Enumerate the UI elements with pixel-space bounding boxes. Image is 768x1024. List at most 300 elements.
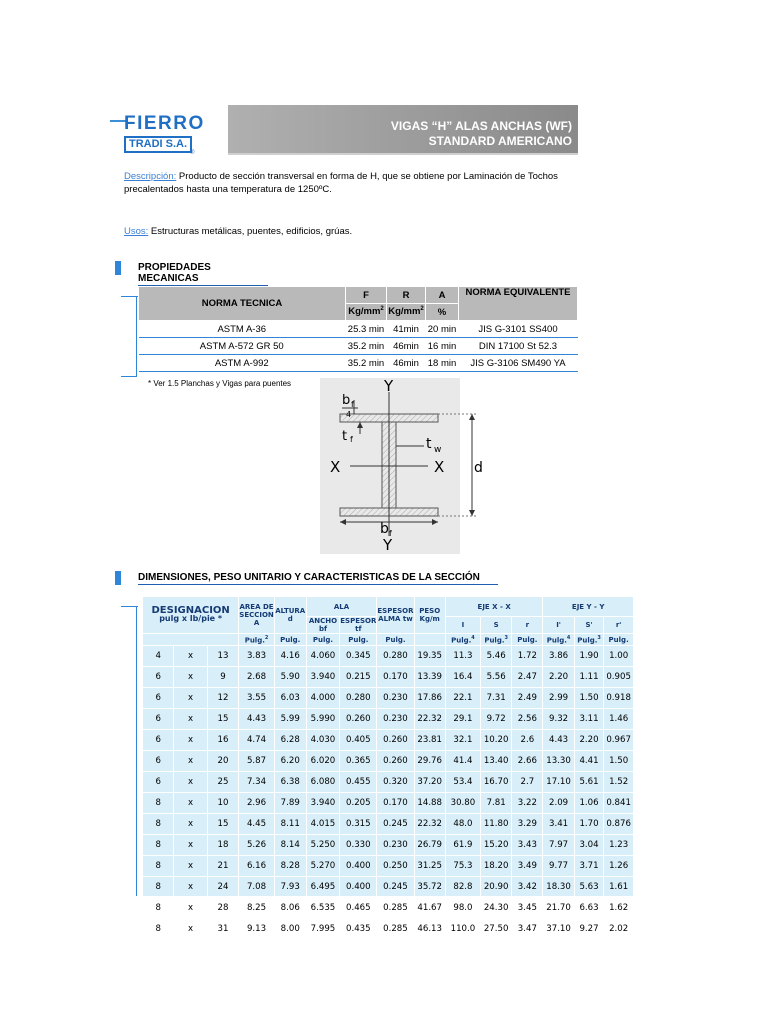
dim-cell-ry: 1.46 xyxy=(604,709,634,730)
dim-cell-weight-kg-m: 29.76 xyxy=(414,751,445,772)
d-arrow-top xyxy=(469,414,475,420)
mech-connector-vertical xyxy=(136,296,137,376)
dim-cell-iy: 18.30 xyxy=(543,877,574,898)
dim-cell-iy: 9.77 xyxy=(543,856,574,877)
dim-cell-ix: 53.4 xyxy=(445,772,480,793)
mech-header-r: R xyxy=(387,287,426,304)
dim-cell-weight-per-foot: 20 xyxy=(207,751,239,772)
dim-cell-flange-width: 6.020 xyxy=(306,751,340,772)
dim-cell-nominal-depth: 6 xyxy=(143,730,174,751)
dim-cell-flange-width: 6.495 xyxy=(306,877,340,898)
dim-cell-ry: 1.61 xyxy=(604,877,634,898)
page-title-line1: VIGAS “H” ALAS ANCHAS (WF) xyxy=(390,119,572,133)
dim-cell-area: 8.25 xyxy=(239,898,275,919)
dim-header-s: S xyxy=(480,617,511,634)
section-marker xyxy=(115,571,121,585)
dim-cell-area: 4.74 xyxy=(239,730,275,751)
dim-cell-weight-per-foot: 24 xyxy=(207,877,239,898)
dim-cell-iy: 17.10 xyxy=(543,772,574,793)
dim-cell-iy: 2.20 xyxy=(543,667,574,688)
dim-cell-weight-kg-m: 22.32 xyxy=(414,814,445,835)
label-x-left: X xyxy=(330,458,341,476)
dim-cell-weight-kg-m: 41.67 xyxy=(414,898,445,919)
dim-cell-weight-kg-m: 31.25 xyxy=(414,856,445,877)
logo-registered-mark: ® xyxy=(190,150,195,156)
dim-cell-sx: 10.20 xyxy=(480,730,511,751)
dim-cell-flange-width: 5.990 xyxy=(306,709,340,730)
table-row xyxy=(143,709,634,730)
dim-cell-depth: 8.14 xyxy=(274,835,306,856)
dim-cell-flange-thickness: 0.345 xyxy=(340,646,377,667)
dim-cell-rx: 2.7 xyxy=(512,772,543,793)
dim-unit-d: Pulg. xyxy=(274,634,306,646)
dim-cell-rx: 3.49 xyxy=(512,856,543,877)
dim-cell-depth: 6.20 xyxy=(274,751,306,772)
dim-cell-weight-per-foot: 15 xyxy=(207,814,239,835)
dim-cell-nominal-depth: 6 xyxy=(143,751,174,772)
dim-cell-ry: 0.841 xyxy=(604,793,634,814)
dim-cell-rx: 2.6 xyxy=(512,730,543,751)
dim-cell-ix: 98.0 xyxy=(445,898,480,919)
dim-cell-separator: x xyxy=(174,877,207,898)
mech-header-a: A xyxy=(426,287,459,304)
dim-cell-iy: 3.41 xyxy=(543,814,574,835)
table-row xyxy=(139,338,578,355)
dim-cell-flange-width: 5.270 xyxy=(306,856,340,877)
dim-cell-sx: 24.30 xyxy=(480,898,511,919)
dim-cell-sy: 1.50 xyxy=(574,688,604,709)
dim-cell-weight-kg-m: 14.88 xyxy=(414,793,445,814)
dim-header-iy: I' xyxy=(543,617,574,634)
dims-connector-vertical xyxy=(136,606,137,896)
dim-cell-weight-per-foot: 13 xyxy=(207,646,239,667)
dim-cell-web-thickness: 0.260 xyxy=(377,751,414,772)
mech-equiv: DIN 17100 St 52.3 xyxy=(459,338,578,355)
dim-cell-flange-thickness: 0.315 xyxy=(340,814,377,835)
dim-header-r: r xyxy=(512,617,543,634)
dim-cell-weight-kg-m: 17.86 xyxy=(414,688,445,709)
dim-cell-ry: 0.967 xyxy=(604,730,634,751)
dim-cell-iy: 9.32 xyxy=(543,709,574,730)
mech-f: 35.2 min xyxy=(346,338,387,355)
description-label: Descripción: xyxy=(124,171,177,182)
dim-unit-tw: Pulg. xyxy=(377,634,414,646)
dim-cell-weight-kg-m: 35.72 xyxy=(414,877,445,898)
dim-cell-separator: x xyxy=(174,751,207,772)
table-row xyxy=(143,898,634,919)
dim-cell-weight-per-foot: 10 xyxy=(207,793,239,814)
dim-cell-area: 3.83 xyxy=(239,646,275,667)
dim-cell-sy: 1.70 xyxy=(574,814,604,835)
dim-cell-separator: x xyxy=(174,772,207,793)
dim-cell-ix: 32.1 xyxy=(445,730,480,751)
table-row xyxy=(143,877,634,898)
dim-cell-flange-thickness: 0.330 xyxy=(340,835,377,856)
dim-cell-nominal-depth: 8 xyxy=(143,919,174,940)
dim-cell-nominal-depth: 6 xyxy=(143,667,174,688)
dim-cell-depth: 6.38 xyxy=(274,772,306,793)
dim-header-designacion: DESIGNACION pulg x lb/pie * xyxy=(143,597,239,634)
dim-cell-depth: 7.89 xyxy=(274,793,306,814)
dim-unit-iy: Pulg.$^4$ xyxy=(543,634,574,646)
dim-cell-rx: 1.72 xyxy=(512,646,543,667)
usos-label: Usos: xyxy=(124,226,149,237)
table-row xyxy=(143,814,634,835)
dim-cell-web-thickness: 0.230 xyxy=(377,709,414,730)
dim-header-ry: r' xyxy=(604,617,634,634)
dim-cell-depth: 8.00 xyxy=(274,919,306,940)
dim-cell-separator: x xyxy=(174,919,207,940)
table-row xyxy=(139,355,578,372)
dim-cell-rx: 2.49 xyxy=(512,688,543,709)
dim-cell-nominal-depth: 8 xyxy=(143,793,174,814)
dim-cell-ry: 0.876 xyxy=(604,814,634,835)
dim-unit-peso xyxy=(414,634,445,646)
dim-cell-web-thickness: 0.230 xyxy=(377,688,414,709)
dim-cell-depth: 8.11 xyxy=(274,814,306,835)
usos-paragraph xyxy=(124,225,594,238)
dim-header-espesor: ESPESOR tf xyxy=(340,617,377,633)
dim-cell-web-thickness: 0.285 xyxy=(377,919,414,940)
label-tf: t xyxy=(342,429,348,444)
dim-cell-flange-width: 7.995 xyxy=(306,919,340,940)
dim-cell-flange-thickness: 0.405 xyxy=(340,730,377,751)
dim-cell-web-thickness: 0.170 xyxy=(377,793,414,814)
mech-equiv: JIS G-3106 SM490 YA xyxy=(459,355,578,372)
table-row xyxy=(143,772,634,793)
mech-a: 16 min xyxy=(426,338,459,355)
label-bf-bottom-sub: f xyxy=(389,529,392,538)
table-row xyxy=(143,856,634,877)
dim-cell-ry: 2.02 xyxy=(604,919,634,940)
dim-header-eje-y: EJE Y - Y xyxy=(543,597,634,617)
dim-cell-area: 6.16 xyxy=(239,856,275,877)
dim-cell-flange-thickness: 0.260 xyxy=(340,709,377,730)
dim-cell-separator: x xyxy=(174,898,207,919)
dim-unit-ry: Pulg. xyxy=(604,634,634,646)
dim-cell-flange-width: 3.940 xyxy=(306,667,340,688)
dim-header-ala: ALA xyxy=(306,597,377,617)
dim-cell-ry: 1.62 xyxy=(604,898,634,919)
dim-cell-flange-width: 6.080 xyxy=(306,772,340,793)
table-row xyxy=(143,793,634,814)
logo-text-fierro: FIERRO xyxy=(124,113,205,134)
mech-norma: ASTM A-572 GR 50 xyxy=(139,338,346,355)
dim-cell-nominal-depth: 8 xyxy=(143,877,174,898)
label-tw: t xyxy=(426,436,432,452)
label-tf-sub: f xyxy=(350,435,353,444)
dim-cell-ix: 11.3 xyxy=(445,646,480,667)
dim-cell-weight-per-foot: 9 xyxy=(207,667,239,688)
dim-cell-flange-thickness: 0.400 xyxy=(340,877,377,898)
mech-norma: ASTM A-992 xyxy=(139,355,346,372)
dim-cell-weight-kg-m: 46.13 xyxy=(414,919,445,940)
dim-cell-nominal-depth: 8 xyxy=(143,898,174,919)
dim-cell-ix: 61.9 xyxy=(445,835,480,856)
dim-cell-weight-kg-m: 19.35 xyxy=(414,646,445,667)
dim-cell-ix: 82.8 xyxy=(445,877,480,898)
dim-cell-ry: 1.23 xyxy=(604,835,634,856)
dim-cell-ry: 1.26 xyxy=(604,856,634,877)
dim-cell-flange-width: 4.000 xyxy=(306,688,340,709)
dim-cell-flange-width: 5.250 xyxy=(306,835,340,856)
mech-r: 46min xyxy=(387,338,426,355)
dim-cell-weight-per-foot: 16 xyxy=(207,730,239,751)
dimensions-table-body xyxy=(143,646,634,940)
dim-cell-web-thickness: 0.260 xyxy=(377,730,414,751)
mech-unit-a: % xyxy=(426,304,459,321)
dim-cell-web-thickness: 0.320 xyxy=(377,772,414,793)
dim-cell-sx: 18.20 xyxy=(480,856,511,877)
description-paragraph xyxy=(124,170,594,196)
dim-cell-sy: 6.63 xyxy=(574,898,604,919)
dim-cell-ix: 41.4 xyxy=(445,751,480,772)
dim-cell-sy: 1.90 xyxy=(574,646,604,667)
dim-cell-nominal-depth: 8 xyxy=(143,835,174,856)
dim-unit-tf: Pulg. xyxy=(340,634,377,646)
mech-f: 35.2 min xyxy=(346,355,387,372)
dim-cell-ry: 1.00 xyxy=(604,646,634,667)
mech-unit-f: $Kg/mm^2$ xyxy=(346,304,387,321)
dim-cell-web-thickness: 0.250 xyxy=(377,856,414,877)
dim-cell-separator: x xyxy=(174,688,207,709)
dim-cell-weight-per-foot: 28 xyxy=(207,898,239,919)
dim-cell-flange-thickness: 0.205 xyxy=(340,793,377,814)
dim-cell-separator: x xyxy=(174,814,207,835)
dim-cell-flange-width: 4.060 xyxy=(306,646,340,667)
dim-cell-area: 9.13 xyxy=(239,919,275,940)
mech-r: 41min xyxy=(387,321,426,338)
mech-unit-r: $Kg/mm^2$ xyxy=(387,304,426,321)
dim-unit-i: Pulg.$^4$ xyxy=(445,634,480,646)
dim-cell-depth: 6.28 xyxy=(274,730,306,751)
dim-cell-weight-kg-m: 13.39 xyxy=(414,667,445,688)
dim-cell-depth: 8.28 xyxy=(274,856,306,877)
dim-cell-ix: 75.3 xyxy=(445,856,480,877)
dim-cell-sy: 5.63 xyxy=(574,877,604,898)
dim-cell-depth: 7.93 xyxy=(274,877,306,898)
dim-cell-iy: 13.30 xyxy=(543,751,574,772)
dim-cell-flange-thickness: 0.455 xyxy=(340,772,377,793)
dim-cell-nominal-depth: 6 xyxy=(143,688,174,709)
dim-cell-web-thickness: 0.245 xyxy=(377,877,414,898)
dim-cell-sy: 3.04 xyxy=(574,835,604,856)
mech-properties-table xyxy=(138,286,578,372)
dim-cell-flange-thickness: 0.400 xyxy=(340,856,377,877)
dim-cell-area: 7.34 xyxy=(239,772,275,793)
mech-connector-bottom xyxy=(121,376,137,377)
dim-cell-depth: 5.99 xyxy=(274,709,306,730)
label-bf-top: b xyxy=(342,393,351,408)
dim-cell-separator: x xyxy=(174,667,207,688)
dim-cell-area: 5.87 xyxy=(239,751,275,772)
dim-cell-rx: 2.56 xyxy=(512,709,543,730)
logo-text-tradi: TRADI S.A. xyxy=(124,136,192,153)
dim-cell-sy: 1.06 xyxy=(574,793,604,814)
dim-cell-iy: 3.86 xyxy=(543,646,574,667)
dim-cell-separator: x xyxy=(174,709,207,730)
dim-cell-weight-per-foot: 18 xyxy=(207,835,239,856)
table-row xyxy=(143,667,634,688)
dim-unit-area: Pulg.$^2$ xyxy=(239,634,275,646)
dim-cell-area: 2.96 xyxy=(239,793,275,814)
dim-cell-rx: 3.45 xyxy=(512,898,543,919)
label-d: d xyxy=(474,460,483,476)
section-marker xyxy=(115,261,121,275)
dim-cell-rx: 3.47 xyxy=(512,919,543,940)
mech-equiv: JIS G-3101 SS400 xyxy=(459,321,578,338)
dim-cell-flange-thickness: 0.465 xyxy=(340,898,377,919)
company-logo xyxy=(124,113,205,160)
dim-cell-iy: 21.70 xyxy=(543,898,574,919)
dim-cell-flange-thickness: 0.280 xyxy=(340,688,377,709)
dim-cell-sx: 13.40 xyxy=(480,751,511,772)
dim-cell-sx: 7.81 xyxy=(480,793,511,814)
dim-header-area: AREA DE SECCION A xyxy=(239,597,275,634)
dim-cell-weight-per-foot: 25 xyxy=(207,772,239,793)
mech-a: 20 min xyxy=(426,321,459,338)
dim-cell-sy: 2.20 xyxy=(574,730,604,751)
dim-cell-separator: x xyxy=(174,646,207,667)
dim-header-i: I xyxy=(445,617,480,634)
dims-section-title: DIMENSIONES, PESO UNITARIO Y CARACTERISTICAS DE LA SECCIÓN xyxy=(138,572,498,585)
dim-cell-weight-kg-m: 22.32 xyxy=(414,709,445,730)
dim-cell-ix: 110.0 xyxy=(445,919,480,940)
dim-cell-ry: 1.50 xyxy=(604,751,634,772)
dim-cell-ix: 16.4 xyxy=(445,667,480,688)
dim-cell-flange-thickness: 0.215 xyxy=(340,667,377,688)
table-row xyxy=(143,688,634,709)
dim-cell-depth: 4.16 xyxy=(274,646,306,667)
dim-cell-flange-width: 4.015 xyxy=(306,814,340,835)
mech-section-title: PROPIEDADES MECANICAS xyxy=(138,262,268,286)
mech-r: 46min xyxy=(387,355,426,372)
dim-cell-flange-width: 3.940 xyxy=(306,793,340,814)
mech-header-norma: NORMA TECNICA xyxy=(139,287,346,321)
dim-cell-area: 3.55 xyxy=(239,688,275,709)
mech-f: 25.3 min xyxy=(346,321,387,338)
mech-header-f: F xyxy=(346,287,387,304)
dim-cell-nominal-depth: 8 xyxy=(143,814,174,835)
dim-cell-area: 5.26 xyxy=(239,835,275,856)
dim-cell-sy: 5.61 xyxy=(574,772,604,793)
dim-cell-web-thickness: 0.285 xyxy=(377,898,414,919)
dim-cell-ix: 29.1 xyxy=(445,709,480,730)
dim-cell-separator: x xyxy=(174,793,207,814)
dim-cell-weight-per-foot: 12 xyxy=(207,688,239,709)
mech-a: 18 min xyxy=(426,355,459,372)
dim-header-ancho: ANCHO bf xyxy=(306,617,340,634)
dim-cell-rx: 3.43 xyxy=(512,835,543,856)
dimensions-table-panel xyxy=(142,596,634,934)
dim-cell-ry: 1.52 xyxy=(604,772,634,793)
dim-cell-sy: 3.11 xyxy=(574,709,604,730)
dim-cell-sx: 20.90 xyxy=(480,877,511,898)
dim-cell-flange-thickness: 0.365 xyxy=(340,751,377,772)
table-row xyxy=(143,646,634,667)
dim-cell-nominal-depth: 4 xyxy=(143,646,174,667)
dim-unit-designacion xyxy=(143,634,239,646)
dim-cell-iy: 7.97 xyxy=(543,835,574,856)
dim-cell-ix: 22.1 xyxy=(445,688,480,709)
dim-cell-sx: 5.46 xyxy=(480,646,511,667)
dim-cell-separator: x xyxy=(174,856,207,877)
dim-cell-weight-kg-m: 23.81 xyxy=(414,730,445,751)
dim-unit-s: Pulg.$^3$ xyxy=(480,634,511,646)
dim-cell-iy: 4.43 xyxy=(543,730,574,751)
dim-cell-separator: x xyxy=(174,730,207,751)
dim-cell-flange-thickness: 0.435 xyxy=(340,919,377,940)
dim-cell-rx: 3.22 xyxy=(512,793,543,814)
label-y-bottom: Y xyxy=(383,536,393,554)
dim-cell-web-thickness: 0.280 xyxy=(377,646,414,667)
dim-unit-bf: Pulg. xyxy=(306,634,340,646)
mech-note: * Ver 1.5 Planchas y Vigas para puentes xyxy=(148,379,292,388)
dim-cell-weight-kg-m: 37.20 xyxy=(414,772,445,793)
d-arrow-bottom xyxy=(469,510,475,516)
description-text: Producto de sección transversal en forma de H, que se obtiene por Laminación de Tochos precalentados hasta una temperatura de 1250ºC. xyxy=(124,171,558,195)
table-row xyxy=(143,751,634,772)
dim-cell-ry: 0.905 xyxy=(604,667,634,688)
dim-cell-iy: 37.10 xyxy=(543,919,574,940)
dim-cell-weight-kg-m: 26.79 xyxy=(414,835,445,856)
label-bf-top-sub: f xyxy=(351,400,354,409)
table-row xyxy=(143,835,634,856)
dim-cell-area: 7.08 xyxy=(239,877,275,898)
h-beam-diagram xyxy=(300,378,500,554)
label-y-top: Y xyxy=(384,378,394,395)
label-bf-bottom: b xyxy=(380,521,389,537)
dim-cell-weight-per-foot: 31 xyxy=(207,919,239,940)
dim-cell-sy: 3.71 xyxy=(574,856,604,877)
dim-cell-sx: 7.31 xyxy=(480,688,511,709)
dim-cell-sy: 4.41 xyxy=(574,751,604,772)
dim-unit-r: Pulg. xyxy=(512,634,543,646)
dim-cell-rx: 3.29 xyxy=(512,814,543,835)
dimensions-table xyxy=(142,596,634,940)
page-title-line2: STANDARD AMERICANO xyxy=(428,134,572,148)
dim-cell-sy: 1.11 xyxy=(574,667,604,688)
dim-cell-rx: 2.66 xyxy=(512,751,543,772)
label-x-right: X xyxy=(434,458,445,476)
dim-cell-separator: x xyxy=(174,835,207,856)
dim-cell-rx: 2.47 xyxy=(512,667,543,688)
dim-header-alma: ESPESOR ALMA tw xyxy=(377,597,414,634)
dim-cell-area: 4.43 xyxy=(239,709,275,730)
dim-header-sy: S' xyxy=(574,617,604,634)
dim-cell-sx: 5.56 xyxy=(480,667,511,688)
dim-cell-web-thickness: 0.230 xyxy=(377,835,414,856)
mech-norma: ASTM A-36 xyxy=(139,321,346,338)
dim-cell-nominal-depth: 8 xyxy=(143,856,174,877)
dim-cell-weight-per-foot: 21 xyxy=(207,856,239,877)
dim-cell-ry: 0.918 xyxy=(604,688,634,709)
dim-cell-depth: 6.03 xyxy=(274,688,306,709)
dim-cell-iy: 2.99 xyxy=(543,688,574,709)
dim-cell-depth: 5.90 xyxy=(274,667,306,688)
dim-cell-sx: 16.70 xyxy=(480,772,511,793)
dim-cell-nominal-depth: 6 xyxy=(143,709,174,730)
dim-cell-sx: 15.20 xyxy=(480,835,511,856)
dim-cell-flange-width: 4.030 xyxy=(306,730,340,751)
dim-cell-area: 2.68 xyxy=(239,667,275,688)
dim-cell-nominal-depth: 6 xyxy=(143,772,174,793)
table-row xyxy=(143,919,634,940)
dim-cell-sx: 27.50 xyxy=(480,919,511,940)
dim-header-altura: ALTURA d xyxy=(274,597,306,634)
dim-cell-sx: 11.80 xyxy=(480,814,511,835)
usos-text: Estructuras metálicas, puentes, edificios, grúas. xyxy=(148,226,353,237)
